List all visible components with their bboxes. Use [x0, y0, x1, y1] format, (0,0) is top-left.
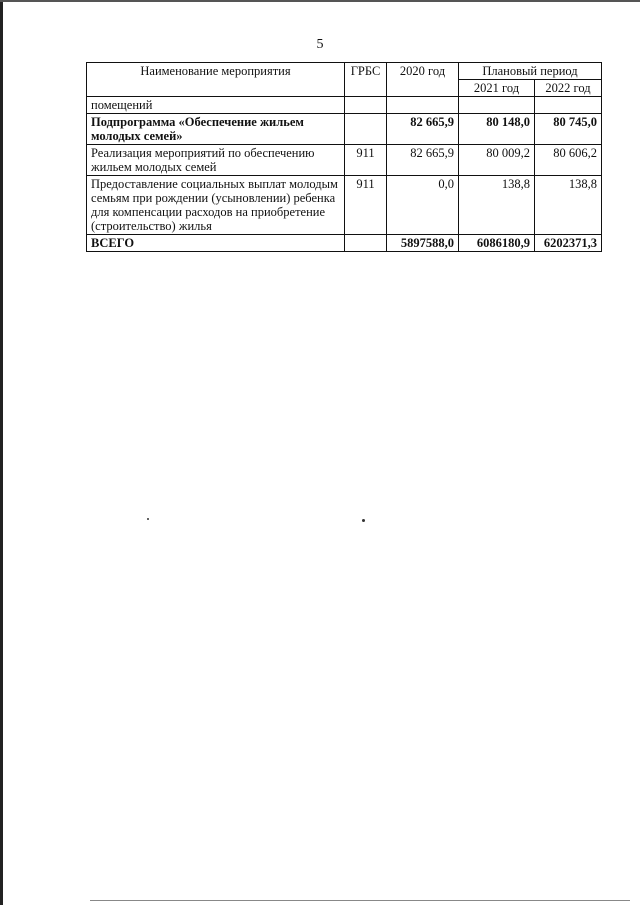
header-planned-period: Плановый период — [459, 63, 602, 80]
scan-speck — [147, 518, 149, 520]
row-name: помещений — [87, 97, 345, 114]
table-row — [87, 176, 602, 235]
row-name: Подпрограмма «Обеспечение жильем молодых семей» — [87, 114, 345, 145]
row-2020: 5897588,0 — [387, 235, 459, 252]
row-grbs: 911 — [345, 176, 387, 235]
row-2022 — [535, 97, 602, 114]
row-name: Предоставление социальных выплат молодым семьям при рождении (усыновлении) ребенка для компенсации расходов на приобретение (строительство) жилья — [87, 176, 345, 235]
row-2022: 6202371,3 — [535, 235, 602, 252]
row-2021 — [459, 97, 535, 114]
row-2020: 82 665,9 — [387, 145, 459, 176]
header-name: Наименование мероприятия — [87, 63, 345, 97]
budget-table — [86, 62, 602, 252]
row-grbs — [345, 114, 387, 145]
row-name: ВСЕГО — [87, 235, 345, 252]
table-row — [87, 145, 602, 176]
header-2020: 2020 год — [387, 63, 459, 97]
row-2021: 80 148,0 — [459, 114, 535, 145]
row-grbs — [345, 97, 387, 114]
row-2020: 0,0 — [387, 176, 459, 235]
table-header-row — [87, 63, 602, 80]
row-2022: 80 606,2 — [535, 145, 602, 176]
row-2021: 6086180,9 — [459, 235, 535, 252]
row-2022: 80 745,0 — [535, 114, 602, 145]
row-grbs: 911 — [345, 145, 387, 176]
row-2020 — [387, 97, 459, 114]
header-grbs: ГРБС — [345, 63, 387, 97]
table-row-subprogram — [87, 114, 602, 145]
row-2021: 80 009,2 — [459, 145, 535, 176]
row-grbs — [345, 235, 387, 252]
page-number: 5 — [316, 37, 324, 52]
header-2022: 2022 год — [535, 80, 602, 97]
scan-bottom-edge — [90, 900, 630, 901]
row-name: Реализация мероприятий по обеспечению жильем молодых семей — [87, 145, 345, 176]
scan-speck — [362, 519, 365, 522]
table-row — [87, 97, 602, 114]
row-2020: 82 665,9 — [387, 114, 459, 145]
row-2021: 138,8 — [459, 176, 535, 235]
row-2022: 138,8 — [535, 176, 602, 235]
header-2021: 2021 год — [459, 80, 535, 97]
scan-top-edge — [0, 0, 640, 2]
table-row-total — [87, 235, 602, 252]
scan-left-edge — [0, 0, 3, 905]
